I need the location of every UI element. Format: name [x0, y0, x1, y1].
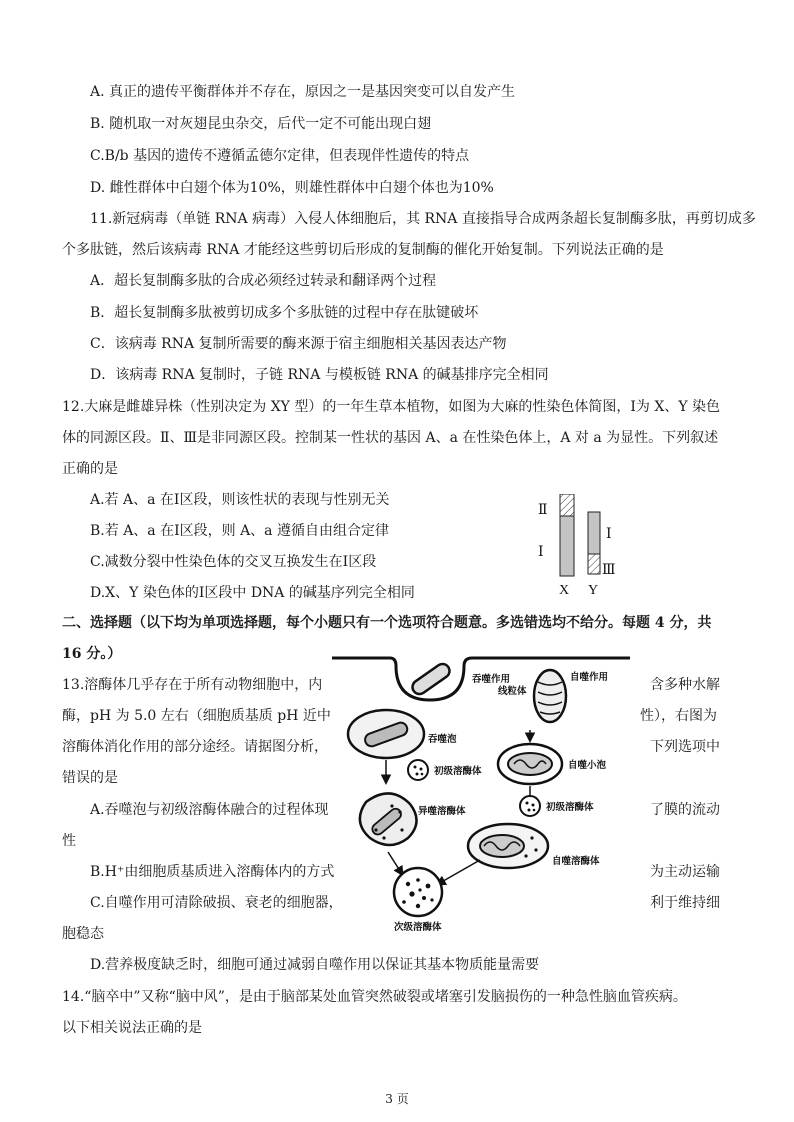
- q13-option-a-right: 了膜的流动: [650, 802, 720, 818]
- q13-option-a-cont: 性: [62, 833, 76, 849]
- engulfed-particle: [410, 661, 452, 697]
- label-autophagy: 自噬作用: [570, 672, 609, 683]
- label-phagocytosis: 吞噬作用: [472, 674, 511, 685]
- sex-chromosome-figure: [528, 494, 624, 598]
- q10-option-a: A. 真正的遗传平衡群体并不存在，原因之一是基因突变可以自发产生: [90, 84, 516, 100]
- q11-option-c: C．该病毒 RNA 复制所需要的酶来源于宿主细胞相关基因表达产物: [90, 336, 507, 352]
- q13-option-b-right: 为主动运输: [650, 864, 720, 880]
- label-iii: Ⅲ: [602, 563, 616, 578]
- label-autolysosome: 自噬溶酶体: [552, 856, 600, 867]
- q12-stem-line2: 体的同源区段。Ⅱ、Ⅲ是非同源区段。控制某一性状的基因 A、a 在性染色体上，A 对 a 为显性。下列叙述: [62, 430, 719, 446]
- q14-stem-line1: 14.“脑卒中”又称“脑中风”，是由于脑部某处血管突然破裂或堵塞引发脑损伤的一种急性脑血管疾病。: [62, 989, 687, 1005]
- lysosome-pathway-figure: [330, 652, 632, 936]
- label-x: X: [559, 583, 570, 598]
- q11-option-b: B．超长复制酶多肽被剪切成多个多肽链的过程中存在肽键破坏: [90, 305, 479, 321]
- label-primary-lysosome-1: 初级溶酶体: [434, 766, 482, 777]
- q12-option-d: D.X、Y 染色体的Ⅰ区段中 DNA 的碱基序列完全相同: [90, 585, 415, 601]
- q12-stem-line3: 正确的是: [62, 461, 118, 477]
- q13-stem-line4: 错误的是: [62, 770, 118, 786]
- q12-stem-line1: 12.大麻是雌雄异株（性别决定为 XY 型）的一年生草本植物，如图为大麻的性染色体简图，Ⅰ为 X、Y 染色: [62, 399, 721, 415]
- q13-stem-line2-left: 酶，pH 为 5.0 左右（细胞质基质 pH 近中: [62, 708, 331, 724]
- label-ii: Ⅱ: [538, 503, 548, 518]
- label-mitochondrion: 线粒体: [498, 686, 527, 697]
- secondary-lysosome: [394, 868, 442, 916]
- q13-stem-line2-right: 性），右图为: [640, 708, 717, 724]
- label-i-left: Ⅰ: [538, 545, 544, 560]
- q13-stem-line3-left: 溶酶体消化作用的部分途经。请据图分析，: [62, 739, 328, 755]
- q13-option-b-left: B.H⁺由细胞质基质进入溶酶体内的方式: [90, 864, 335, 880]
- q12-option-a: A.若 A、a 在Ⅰ区段，则该性状的表现与性别无关: [90, 492, 390, 508]
- q10-option-c: C.B/b 基因的遗传不遵循孟德尔定律，但表现伴性遗传的特点: [90, 148, 470, 164]
- section2-heading-line1: 二、选择题（以下均为单项选择题，每个小题只有一个选项符合题意。多选错选均不给分。每题 4 分，共: [62, 615, 712, 631]
- label-secondary-lysosome: 次级溶酶体: [394, 922, 442, 933]
- q11-stem-line1: 11.新冠病毒（单链 RNA 病毒）入侵人体细胞后，其 RNA 直接指导合成两条超长复制酶多肽，再剪切成多: [90, 211, 756, 227]
- label-i-right: Ⅰ: [606, 527, 612, 542]
- y-region-iii: [588, 554, 600, 574]
- y-region-i: [588, 512, 600, 554]
- label-primary-lysosome-2: 初级溶酶体: [546, 802, 594, 813]
- primary-lysosome-2: [520, 796, 540, 816]
- q13-option-a-left: A.吞噬泡与初级溶酶体融合的过程体现: [90, 802, 329, 818]
- x-region-ii: [560, 494, 574, 516]
- primary-lysosome-1: [408, 760, 428, 780]
- q10-option-b: B. 随机取一对灰翅昆虫杂交，后代一定不可能出现白翅: [90, 116, 432, 132]
- q11-option-a: A．超长复制酶多肽的合成必须经过转录和翻译两个过程: [90, 273, 437, 289]
- q14-stem-line2: 以下相关说法正确的是: [62, 1020, 202, 1036]
- label-heterolysosome: 异噬溶酶体: [418, 806, 466, 817]
- q12-option-b: B.若 A、a 在Ⅰ区段，则 A、a 遵循自由组合定律: [90, 523, 389, 539]
- q13-stem-line1-left: 13.溶酶体几乎存在于所有动物细胞中，内: [62, 677, 323, 693]
- q10-option-d: D. 雌性群体中白翅个体为10%，则雄性群体中白翅个体也为10%: [90, 180, 494, 196]
- q13-option-c-left: C.自噬作用可清除破损、衰老的细胞器，: [90, 895, 343, 911]
- q11-stem-line2: 个多肽链，然后该病毒 RNA 才能经这些剪切后形成的复制酶的催化开始复制。下列说法正确的是: [62, 242, 664, 258]
- label-autophagosome: 自噬小泡: [568, 760, 607, 771]
- q13-option-c-cont: 胞稳态: [62, 926, 104, 942]
- q13-option-d: D.营养极度缺乏时，细胞可通过减弱自噬作用以保证其基本物质能量需要: [90, 957, 540, 973]
- q12-option-c: C.减数分裂中性染色体的交叉互换发生在Ⅰ区段: [90, 554, 377, 570]
- q13-option-c-right: 利于维持细: [650, 895, 720, 911]
- label-y: Y: [588, 583, 599, 598]
- q11-option-d: D．该病毒 RNA 复制时，子链 RNA 与模板链 RNA 的碱基排序完全相同: [90, 367, 549, 383]
- label-phagosome: 吞噬泡: [428, 734, 457, 745]
- section2-heading-line2: 16 分。）: [62, 646, 122, 662]
- page-number: 3 页: [385, 1092, 409, 1106]
- x-region-i: [560, 516, 574, 576]
- q13-stem-line3-right: 下列选项中: [650, 739, 720, 755]
- q13-stem-line1-right: 含多种水解: [650, 677, 720, 693]
